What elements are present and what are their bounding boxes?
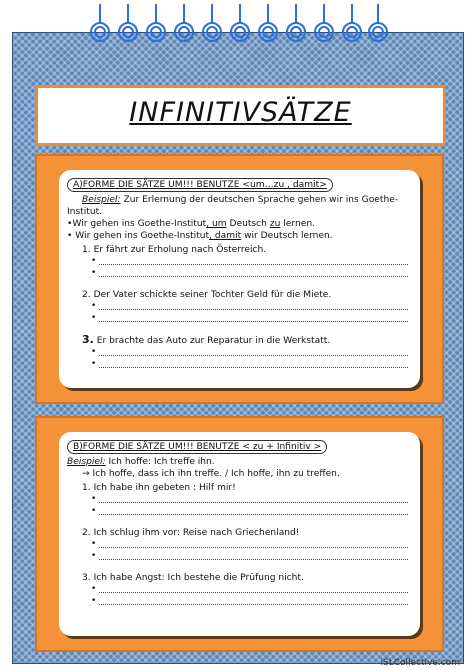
spiral-ring-icon — [259, 4, 277, 41]
spiral-ring-icon — [369, 4, 387, 41]
task-item: 2. Ich schlug ihm vor: Reise nach Griechenland! — [82, 528, 300, 538]
section-b-heading: B)FORME DIE SÄTZE UM!!! BENUTZE < zu + Infinitiv > — [67, 440, 327, 454]
answer-line[interactable]: • — [67, 256, 412, 268]
example-label: Beispiel: — [82, 195, 121, 205]
answer-line[interactable]: • — [67, 596, 412, 608]
task-item: 3. Ich habe Angst: Ich bestehe die Prüfung nicht. — [82, 573, 304, 583]
spiral-ring-icon — [119, 4, 137, 41]
example-line — [67, 194, 412, 206]
example-answer: → Ich hoffe, dass ich ihn treffe. / Ich hoffe, ihn zu treffen. — [82, 469, 340, 479]
spiral-ring-icon — [203, 4, 221, 41]
example-text: Ich hoffe: Ich treffe ihn. — [105, 457, 215, 467]
example-text-cont: Institut. — [67, 207, 103, 217]
answer-line[interactable]: • — [67, 506, 412, 518]
spiral-ring-icon — [91, 4, 109, 41]
section-b-card — [59, 432, 420, 636]
example-text: Zur Erlernung der deutschen Sprache gehen wir ins Goethe- — [120, 195, 399, 205]
answer-line[interactable]: • — [67, 494, 412, 506]
section-a-panel — [35, 154, 444, 404]
task-item: 3. Er brachte das Auto zur Reparatur in die Werkstatt. — [82, 333, 331, 346]
watermark: iSLCollective.com — [380, 658, 460, 668]
section-a-heading: A)FORME DIE SÄTZE UM!!! BENUTZE <um…zu , damit> — [67, 178, 333, 192]
example-label: Beispiel: — [67, 457, 106, 467]
answer-line[interactable]: • — [67, 551, 412, 563]
example-sentence-damit: • Wir gehen ins Goethe-Institut, damit wir Deutsch lernen. — [67, 231, 333, 241]
spiral-ring-icon — [147, 4, 165, 41]
spiral-ring-icon — [175, 4, 193, 41]
answer-line[interactable]: • — [67, 268, 412, 280]
answer-line[interactable]: • — [67, 347, 412, 359]
example-sentence-um: •Wir gehen ins Goethe-Institut, um Deutsch zu lernen. — [67, 219, 315, 229]
answer-line[interactable]: • — [67, 584, 412, 596]
answer-line[interactable]: • — [67, 359, 412, 371]
spiral-binding — [88, 2, 388, 48]
answer-line[interactable]: • — [67, 301, 412, 313]
task-item: 1. Er fährt zur Erholung nach Österreich. — [82, 245, 267, 255]
spiral-ring-icon — [231, 4, 249, 41]
section-a-card — [59, 170, 420, 388]
task-item: 1. Ich habe ihn gebeten : Hilf mir! — [82, 483, 236, 493]
spiral-ring-icon — [287, 4, 305, 41]
spiral-ring-icon — [315, 4, 333, 41]
section-b-panel — [35, 416, 444, 652]
spiral-ring-icon — [343, 4, 361, 41]
task-item: 2. Der Vater schickte seiner Tochter Geld für die Miete. — [82, 290, 332, 300]
page-title: INFINITIVSÄTZE — [129, 97, 352, 128]
title-box — [35, 85, 446, 146]
answer-line[interactable]: • — [67, 539, 412, 551]
example-line — [67, 456, 412, 468]
answer-line[interactable]: • — [67, 313, 412, 325]
